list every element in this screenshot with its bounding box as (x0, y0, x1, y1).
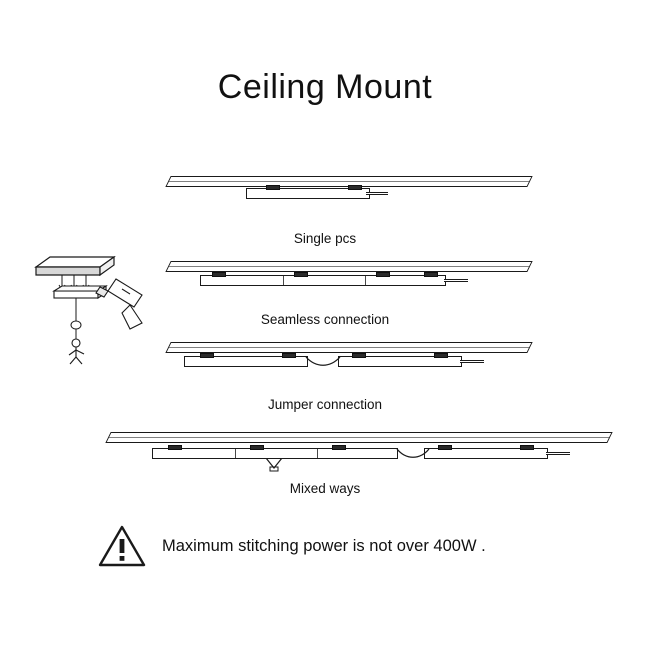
caption-jumper-connection: Jumper connection (267, 397, 383, 412)
mount-clip (520, 445, 534, 450)
jumper-cable-icon (300, 352, 346, 372)
ceiling-rail (105, 432, 612, 443)
mount-clip (348, 185, 362, 190)
cable-tail (444, 279, 468, 282)
ceiling-rail (165, 261, 532, 272)
mount-clip (212, 272, 226, 277)
mount-clip (266, 185, 280, 190)
warning-triangle-icon (98, 524, 146, 568)
mount-clip (294, 272, 308, 277)
caption-single-pcs: Single pcs (293, 231, 357, 246)
caption-seamless-connection: Seamless connection (260, 312, 390, 327)
mount-clip (376, 272, 390, 277)
mount-clip (424, 272, 438, 277)
cable-tail (460, 360, 484, 363)
light-fixture-joined (200, 275, 446, 286)
installer-illustration (30, 255, 175, 365)
cable-tail (366, 192, 388, 195)
installer-with-drill-icon (30, 255, 175, 365)
drop-connector-icon (262, 458, 286, 472)
mount-clip (200, 353, 214, 358)
mount-clip (434, 353, 448, 358)
caption-mixed-ways: Mixed ways (289, 481, 361, 496)
cable-tail (546, 452, 570, 455)
warning-text: Maximum stitching power is not over 400W . (162, 536, 486, 555)
mount-clip (332, 445, 346, 450)
mount-clip (438, 445, 452, 450)
ceiling-rail (165, 342, 532, 353)
mount-clip (282, 353, 296, 358)
warning-note (98, 522, 568, 570)
jumper-cable-icon (392, 444, 434, 464)
mount-clip (352, 353, 366, 358)
mount-clip (250, 445, 264, 450)
page-title: Ceiling Mount (217, 68, 433, 106)
mount-clip (168, 445, 182, 450)
